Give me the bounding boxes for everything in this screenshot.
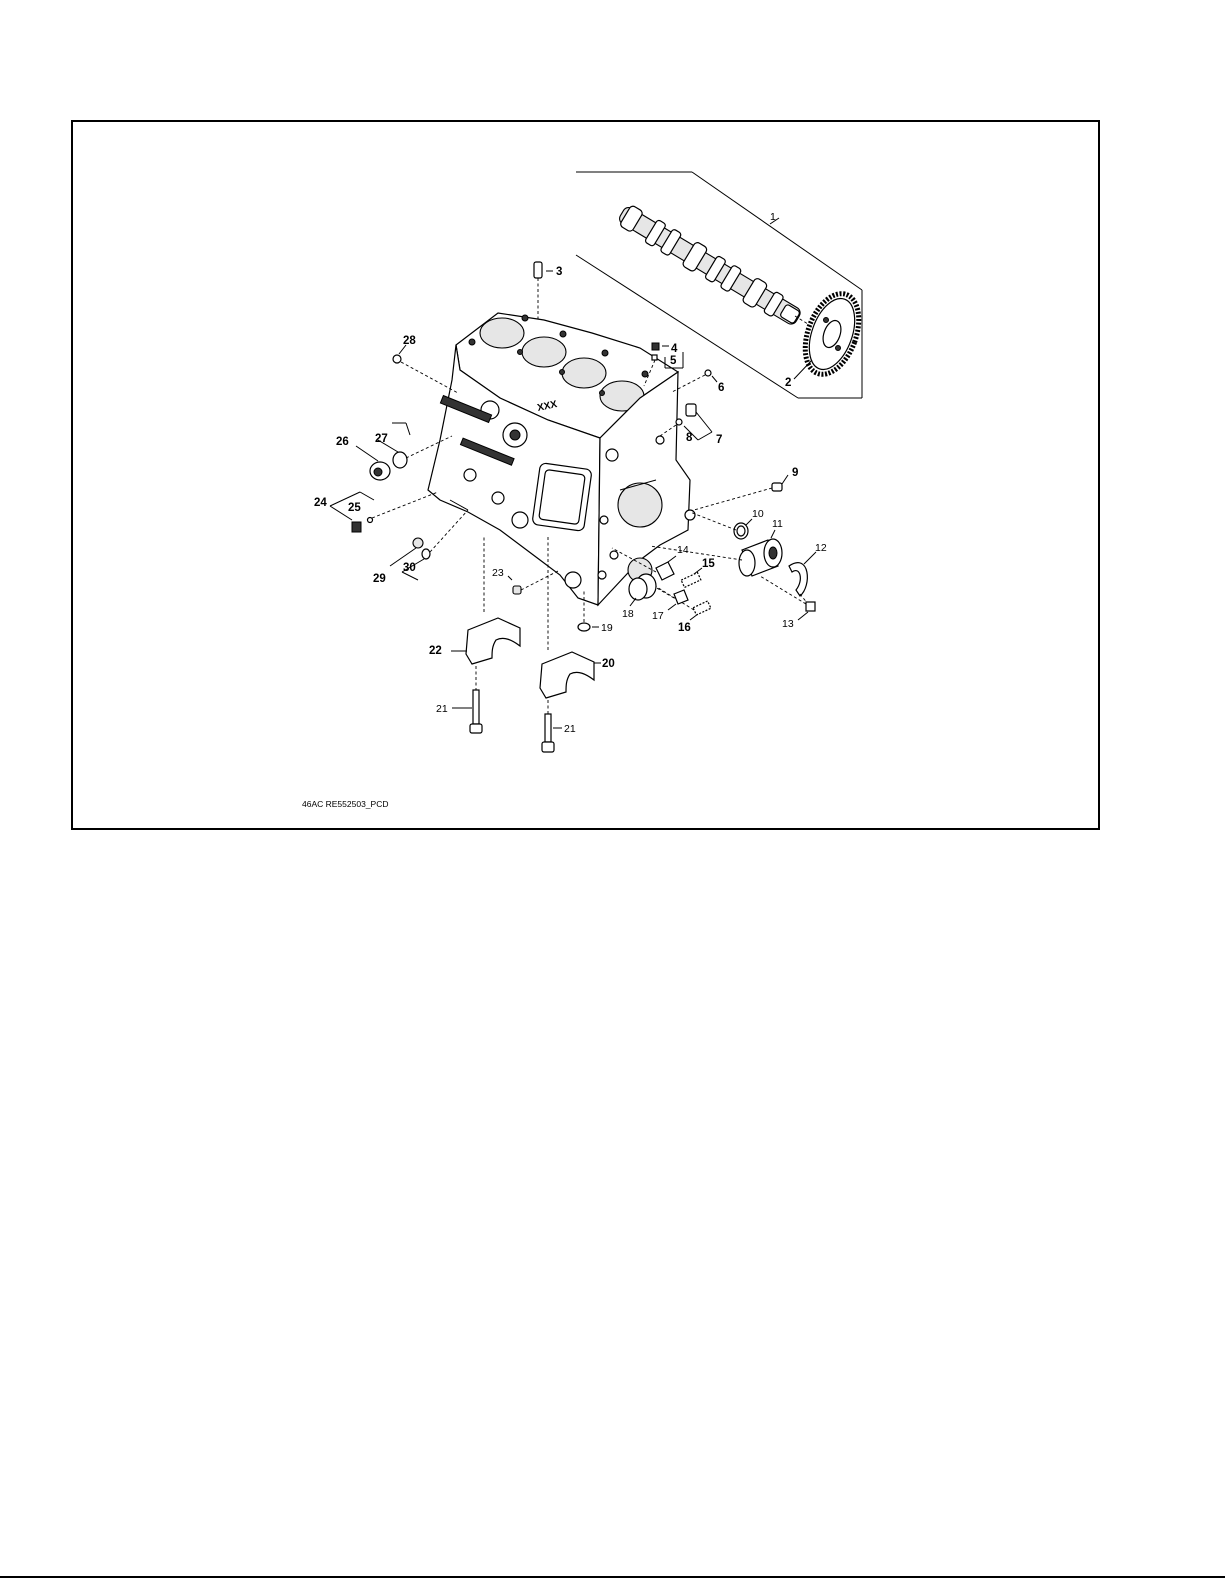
callout-27: 27: [375, 433, 388, 445]
part-21-main-bolt-right: [542, 714, 576, 752]
part-29-30-fitting: [373, 510, 468, 585]
callout-24: 24: [314, 497, 327, 509]
callout-22: 22: [429, 645, 442, 657]
page-bottom-rule: [0, 1576, 1225, 1578]
callout-15: 15: [702, 558, 715, 570]
part-6-pin: [672, 370, 724, 394]
callout-14: 14: [677, 544, 689, 556]
callout-8: 8: [686, 432, 693, 444]
idler-bushing: [739, 539, 782, 576]
callout-12: 12: [815, 542, 827, 554]
callout-16: 16: [678, 622, 691, 634]
callout-13: 13: [782, 618, 794, 630]
callout-7: 7: [716, 434, 723, 446]
camshaft-gear: [795, 286, 869, 381]
callout-19: 19: [601, 622, 613, 634]
callout-20: 20: [602, 658, 615, 670]
part-15-spring: [681, 558, 715, 587]
callout-2: 2: [785, 377, 792, 389]
callout-10: 10: [752, 508, 764, 520]
part-22-bearing-cap: [429, 535, 520, 690]
part-21-main-bolt-left: [436, 690, 482, 733]
part-28-pin: [393, 335, 458, 393]
callout-28: 28: [403, 335, 416, 347]
callout-21a: 21: [436, 703, 448, 715]
callout-5: 5: [670, 355, 677, 367]
callout-17: 17: [652, 610, 664, 622]
part-9-dowel: [694, 467, 798, 510]
callout-26: 26: [336, 436, 349, 448]
part-24-25-plug: [314, 492, 438, 532]
part-18-sleeve: [622, 574, 656, 620]
callout-23: 23: [492, 567, 504, 579]
callout-18: 18: [622, 608, 634, 620]
camshaft: [615, 201, 805, 331]
callout-3: 3: [556, 266, 563, 278]
callout-1: 1: [770, 211, 776, 223]
part-3-dowel: [534, 262, 562, 322]
block-marking: XXX: [536, 399, 559, 414]
callout-6: 6: [718, 382, 725, 394]
figure-caption: 46AC RE552503_PCD: [302, 799, 389, 809]
callout-9: 9: [792, 467, 799, 479]
callout-29: 29: [373, 573, 386, 585]
part-23-plug: [492, 567, 560, 594]
callout-11: 11: [772, 518, 783, 530]
callout-21b: 21: [564, 723, 576, 735]
callout-30: 30: [403, 562, 416, 574]
callout-4: 4: [671, 343, 678, 355]
callout-25: 25: [348, 502, 361, 514]
